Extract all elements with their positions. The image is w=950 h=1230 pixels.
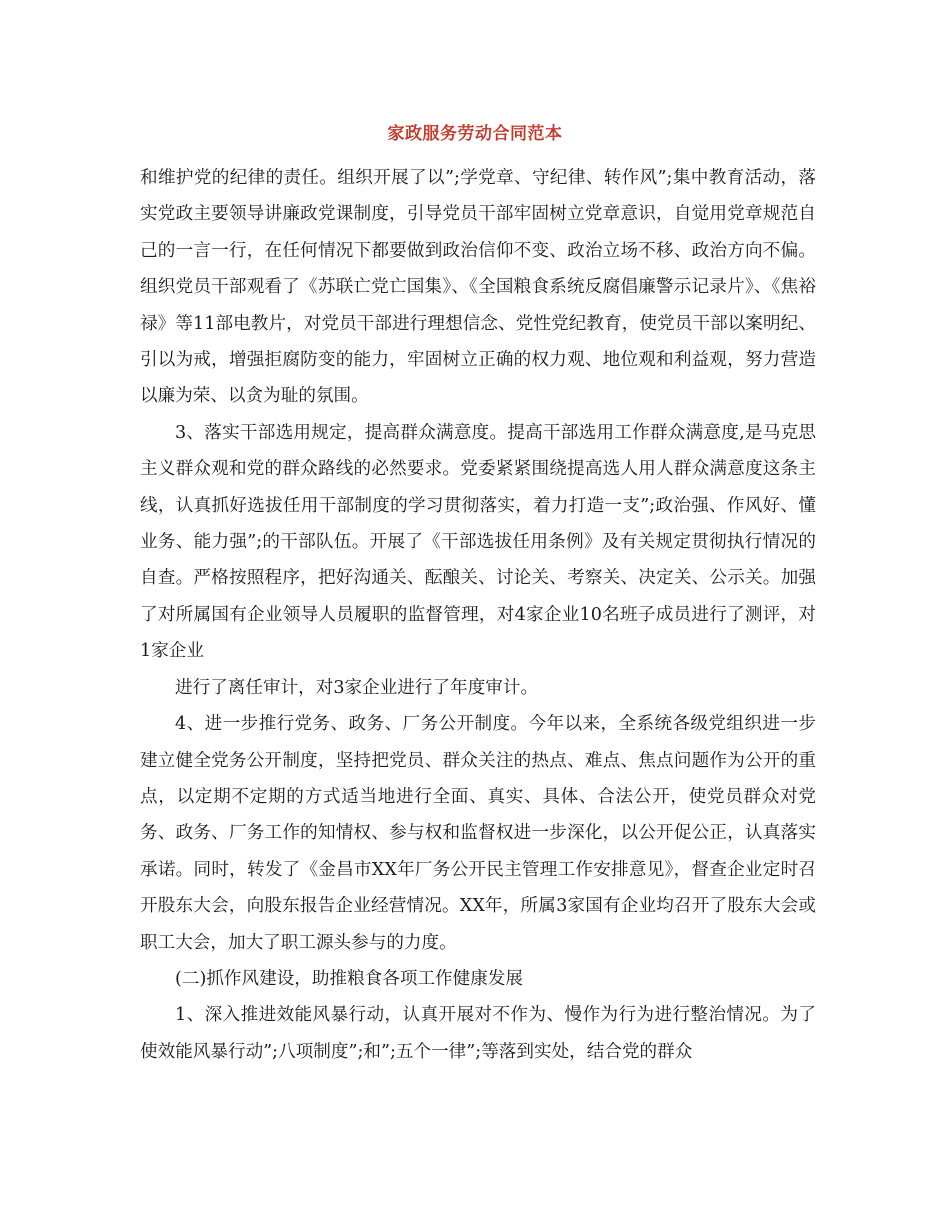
document-body bbox=[140, 160, 816, 1070]
paragraph: 1、深入推进效能风暴行动，认真开展对不作为、慢作为行为进行整治情况。为了使效能风暴行动”;八项制度”;和”;五个一律”;等落到实处，结合党的群众 bbox=[140, 1005, 816, 1062]
section-heading: (二)抓作风建设，助推粮食各项工作健康发展 bbox=[175, 968, 524, 989]
paragraph: 进行了离任审计，对3家企业进行了年度审计。 bbox=[175, 677, 539, 698]
paragraph: 和维护党的纪律的责任。组织开展了以”;学党章、守纪律、转作风”;集中教育活动，落实党政主要领导讲廉政党课制度，引导党员干部牢固树立党章意识，自觉用党章规范自己的一言一行，在任何情况下都要做到政治信仰不变、政治立场不移、政治方向不偏。组织党员干部观看了《苏联亡党亡国集》、《全国粮食系统反腐倡廉警示记录片》、《焦裕禄》等11部电教片，对党员干部进行理想信念、党性党纪教育，使党员干部以案明纪、引以为戒，增强拒腐防变的能力，牢固树立正确的权力观、地位观和利益观，努力营造以廉为荣、以贪为耻的氛围。 bbox=[140, 168, 816, 407]
paragraph: 4、进一步推行党务、政务、厂务公开制度。今年以来，全系统各级党组织进一步建立健全党务公开制度，坚持把党员、群众关注的热点、难点、焦点问题作为公开的重点，以定期不定期的方式适当地进行全面、真实、具体、合法公开，使党员群众对党务、政务、厂务工作的知情权、参与权和监督权进一步深化，以公开促公正，认真落实承诺。同时，转发了《金昌市XX年厂务公开民主管理工作安排意见》，督查企业定时召开股东大会，向股东报告企业经营情况。XX年，所属3家国有企业均召开了股东大会或职工大会，加大了职工源头参与的力度。 bbox=[140, 714, 816, 953]
paragraph: 3、落实干部选用规定，提高群众满意度。提高干部选用工作群众满意度,是马克思主义群众观和党的群众路线的必然要求。党委紧紧围绕提高选人用人群众满意度这条主线，认真抓好选拔任用干部制度的学习贯彻落实，着力打造一支”;政治强、作风好、懂业务、能力强”;的干部队伍。开展了《干部选拔任用条例》及有关规定贯彻执行情况的自查。严格按照程序，把好沟通关、酝酿关、讨论关、考察关、决定关、公示关。加强了对所属国有企业领导人员履职的监督管理，对4家企业10名班子成员进行了测评，对1家企业 bbox=[140, 422, 816, 662]
document-title: 家政服务劳动合同范本 bbox=[387, 124, 563, 144]
